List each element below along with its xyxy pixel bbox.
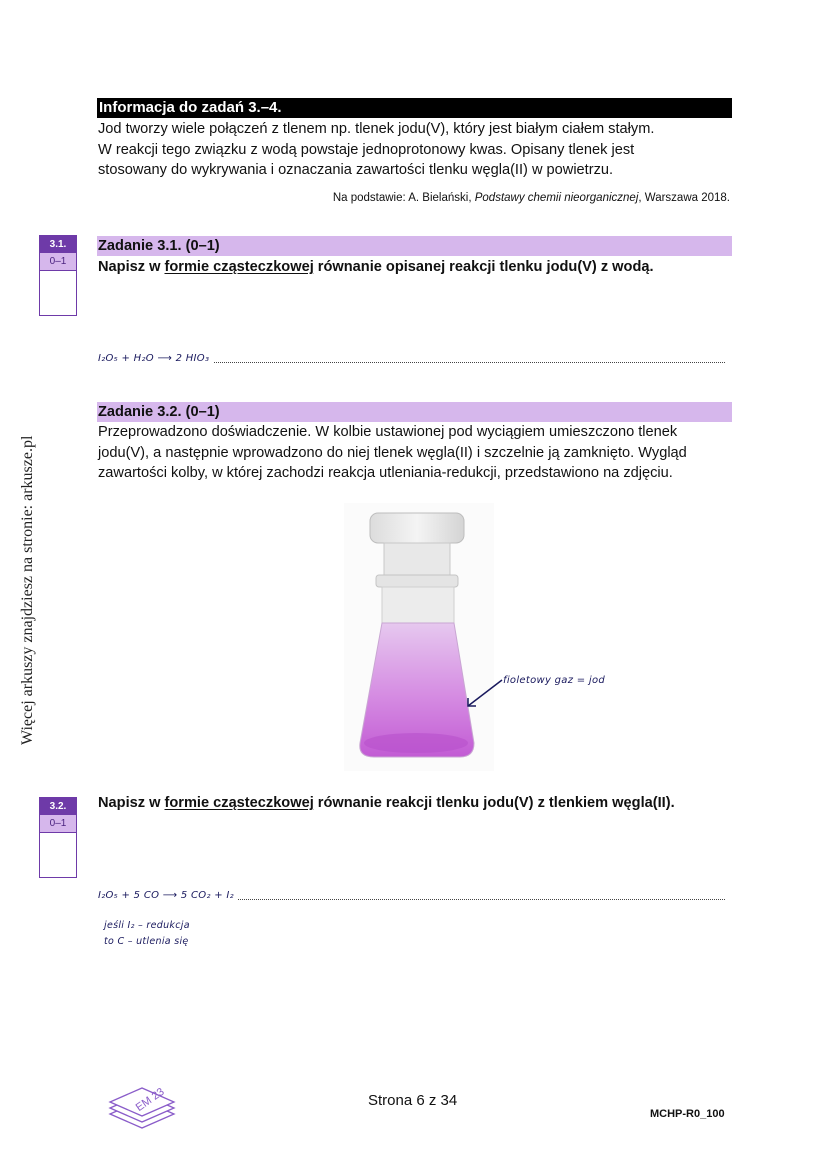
instr-text: równanie opisanej reakcji tlenku jodu(V) z wodą. [313,259,654,275]
handwritten-answer: I₂O₅ + 5 CO ⟶ 5 CO₂ + I₂ [98,890,238,901]
task-3-2-title: Zadanie 3.2. (0–1) [97,402,732,422]
flask-photo [344,503,494,771]
task-3-2-instruction [98,793,738,813]
handwritten-answer: I₂O₅ + H₂O ⟶ 2 HIO₃ [98,353,213,364]
score-range: 0–1 [40,253,76,271]
task-3-1-instruction [98,257,738,277]
source-title: Podstawy chemii nieorganicznej [474,192,639,204]
info-line: W reakcji tego związku z wodą powstaje jednoprotonowy kwas. Opisany tlenek jest [98,141,635,158]
source-suffix: , Warszawa 2018. [638,192,730,204]
info-header: Informacja do zadań 3.–4. [97,98,732,118]
score-task-number: 3.1. [40,236,76,253]
exam-code: MCHP-R0_100 [650,1108,725,1120]
score-box-3-1 [39,235,77,316]
cke-logo-icon [106,1084,178,1134]
info-line: Jod tworzy wiele połączeń z tlenem np. tlenek jodu(V), który jest białym ciałem stałym. [98,121,655,137]
info-paragraph [98,119,738,181]
instr-text: równanie reakcji tlenku jodu(V) z tlenkiem węgla(II). [313,795,675,811]
page-number: Strona 6 z 34 [368,1092,458,1109]
desc-line: zawartości kolby, w której zachodzi reakcja utleniania-redukcji, przedstawiono na zdjęciu. [98,465,673,481]
source-citation [98,192,730,204]
answer-line-3-2[interactable] [98,879,725,900]
source-prefix: Na podstawie: A. Bielański, [332,192,475,204]
instr-text: Napisz w [98,795,165,811]
desc-line: Przeprowadzono doświadczenie. W kolbie ustawionej pod wyciągiem umieszczono tlenek [98,424,678,440]
task-3-2-description [98,422,738,484]
logo-text: EM 23 [133,1085,167,1114]
score-range: 0–1 [40,815,76,833]
instr-emphasis: formie cząsteczkowej [164,259,314,275]
handwritten-note: to C – utlenia się [104,936,189,947]
info-line: stosowany do wykrywania i oznaczania zawartości tlenku węgla(II) w powietrzu. [98,162,614,178]
score-task-number: 3.2. [40,798,76,815]
score-box-3-2 [39,797,77,878]
handwritten-note: jeśli I₂ – redukcja [104,920,190,931]
side-watermark-text: Więcej arkuszy znajdziesz na stronie: arkusze.pl [19,435,36,745]
instr-text: Napisz w [98,259,165,275]
desc-line: jodu(V), a następnie wprowadzono do niej tlenek węgla(II) i szczelnie ją zamknięto. Wygląd [98,444,687,461]
instr-emphasis: formie cząsteczkowej [164,795,314,811]
photo-annotation: fioletowy gaz = jod [503,675,606,686]
answer-line-3-1[interactable] [98,342,725,363]
task-3-1-title: Zadanie 3.1. (0–1) [97,236,732,256]
flask-illustration [344,503,494,771]
score-entry-field[interactable] [40,271,76,315]
score-entry-field[interactable] [40,833,76,877]
